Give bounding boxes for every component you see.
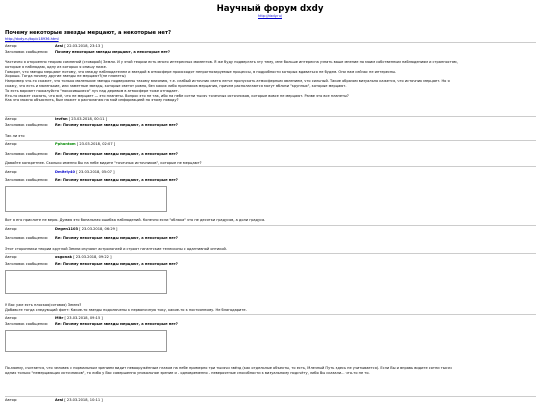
subject-label: Заголовок сообщения:: [5, 178, 48, 182]
embedded-image: [5, 186, 167, 212]
forum-link[interactable]: http://dxdy.ru/: [258, 14, 282, 18]
author-label: Автор:: [5, 142, 18, 146]
forum-title: Научный форум dxdy: [216, 4, 324, 14]
author-label: Автор:: [5, 227, 18, 231]
post-body: У Вас уже есть плоская(сотовая) Земля? Добавьте тогда следующий фонт: Какие-то звезды подключены к первоночную току, какие-то к постоянному. Не благодарите.: [5, 303, 247, 312]
subject-label: Заголовок сообщения:: [5, 236, 48, 240]
post-subject: Re: Почему некоторые звезды мерцают, а некоторые нет?: [55, 236, 178, 240]
post-author: osgonak [ 23.03.2018, 09:22 ]: [55, 255, 112, 259]
divider: [5, 253, 536, 254]
post-body: Частично я откроенно теорию сомнений (сговорой) Земли. И у этой теории есть много интересных моментов. Я же буду подвергать эту тему, мне больше интересна узнать ваше мнение по моим собственным наблюдениям и странностям, которые я наблюдаю, одну из которых я опишу ниже. Говорят, что звезды мерцают потому, что между наблюдателем и звездой в атмосфере происходят непрогнозируемые процессы, в подробности которых вдаваться не будем. Они нам сейчас не интересны. Хорошо. Тогда почему другие звезды не мерцают?(не планеты) Например что-то скажет, что только маленькие звезды подвержены такому влиянию, т.е. слабый источник света легче пропускать атмосферным явлением, что сильный. Такие образом визуально кажется, что источник мерцает. Но я скажу, что есть и маленькие, или заметные звезды, которые светят ровно, без каких либо признаков мерцания, причем располагаются могут вблизи "крупных", которые мерцают. То есть вариант пожалуйста "покосившиеся" луч над деревом в атмосфере тоже отпадает. Кто-то может сказать, что всё, что не мерцает — это планеты. Вопрос это не так, ибо на небе сотни тысяч точечных источников, которые вовсе не мерцают. Разве это все планеты? Как это можно объяснить, был может я располагаю на мой информацией по этому поводу?: [5, 60, 458, 103]
post-subject: Re: Почему некоторые звезды мерцают, а некоторые нет?: [55, 322, 178, 326]
post-subject: Re: Почему некоторые звезды мерцают, а некоторые нет?: [55, 178, 178, 182]
post-author: levfan [ 23.03.2018, 00:11 ]: [55, 117, 108, 121]
divider: [5, 140, 536, 141]
post-subject: Почему некоторые звезды мерцают, а некоторые нет?: [55, 50, 170, 54]
embedded-image: [5, 330, 167, 352]
post-body: Этот сторонники теории круглой Земли изучают астрологией и строят гигантские телескопы с адаптивной оптикой.: [5, 247, 227, 251]
subject-label: Заголовок сообщения:: [5, 152, 48, 156]
author-label: Автор:: [5, 170, 18, 174]
post-body: Так ли это: [5, 134, 25, 138]
subject-label: Заголовок сообщения:: [5, 262, 48, 266]
divider: [5, 42, 536, 43]
topic-link[interactable]: http://dxdy.ru/topic18936.html: [5, 37, 59, 41]
post-body: Вот я его прислите не верю. Думаю это банальная ошибка наблюдений. Конечно если "облака" это не десятки градусов, а доли градуса.: [5, 218, 266, 222]
author-label: Автор:: [5, 117, 18, 121]
post-body: По-моему, считается, что человек с нормальным зрением видит невооружённым глазом на небе примерно три тысячи звёзд (как отдельные объекты, то есть, Млечный Путь здесь не учитывается). Если Вы и вправь видите сотни тысяч одних только "немерцающих источников", то либо у Вас совершенно уникальное зрение и - одновременно - невероятные способности к визуальному подсчёту, либо Вы сказали... что-то не то.: [5, 366, 452, 375]
divider: [5, 166, 536, 167]
post-author: Dmitriy40 [ 23.03.2018, 05:07 ]: [55, 170, 115, 174]
author-label: Автор:: [5, 316, 18, 320]
divider: [5, 225, 536, 226]
divider: [5, 314, 536, 315]
author-label: Автор:: [5, 398, 18, 402]
post-subject: Re: Почему некоторые звезды мерцают, а некоторые нет?: [55, 262, 178, 266]
post-author: Arai [ 22.03.2018, 23:13 ]: [55, 44, 103, 48]
post-subject: Re: Почему некоторые звезды мерцают, а некоторые нет?: [55, 152, 178, 156]
subject-label: Заголовок сообщения:: [5, 322, 48, 326]
post-subject: Re: Почему некоторые звезды мерцают, а некоторые нет?: [55, 123, 178, 127]
divider: [5, 396, 536, 397]
embedded-image: [5, 270, 167, 294]
author-label: Автор:: [5, 255, 18, 259]
subject-label: Заголовок сообщения:: [5, 123, 48, 127]
post-author: Arai [ 23.03.2018, 10:11 ]: [55, 398, 103, 402]
topic-title: Почему некоторые звезды мерцают, а некоторые нет?: [5, 30, 171, 36]
post-author: Mitr [ 23.03.2018, 09:15 ]: [55, 316, 103, 320]
author-label: Автор:: [5, 44, 18, 48]
post-author: Degen1103 [ 23.03.2018, 06:29 ]: [55, 227, 118, 231]
post-body: Давайте конкретнее. Сколько именно Вы на небе видите "точечных источников", которые не мерцают?: [5, 161, 202, 165]
post-author: Pphantom [ 23.03.2018, 02:07 ]: [55, 142, 116, 146]
subject-label: Заголовок сообщения:: [5, 50, 48, 54]
